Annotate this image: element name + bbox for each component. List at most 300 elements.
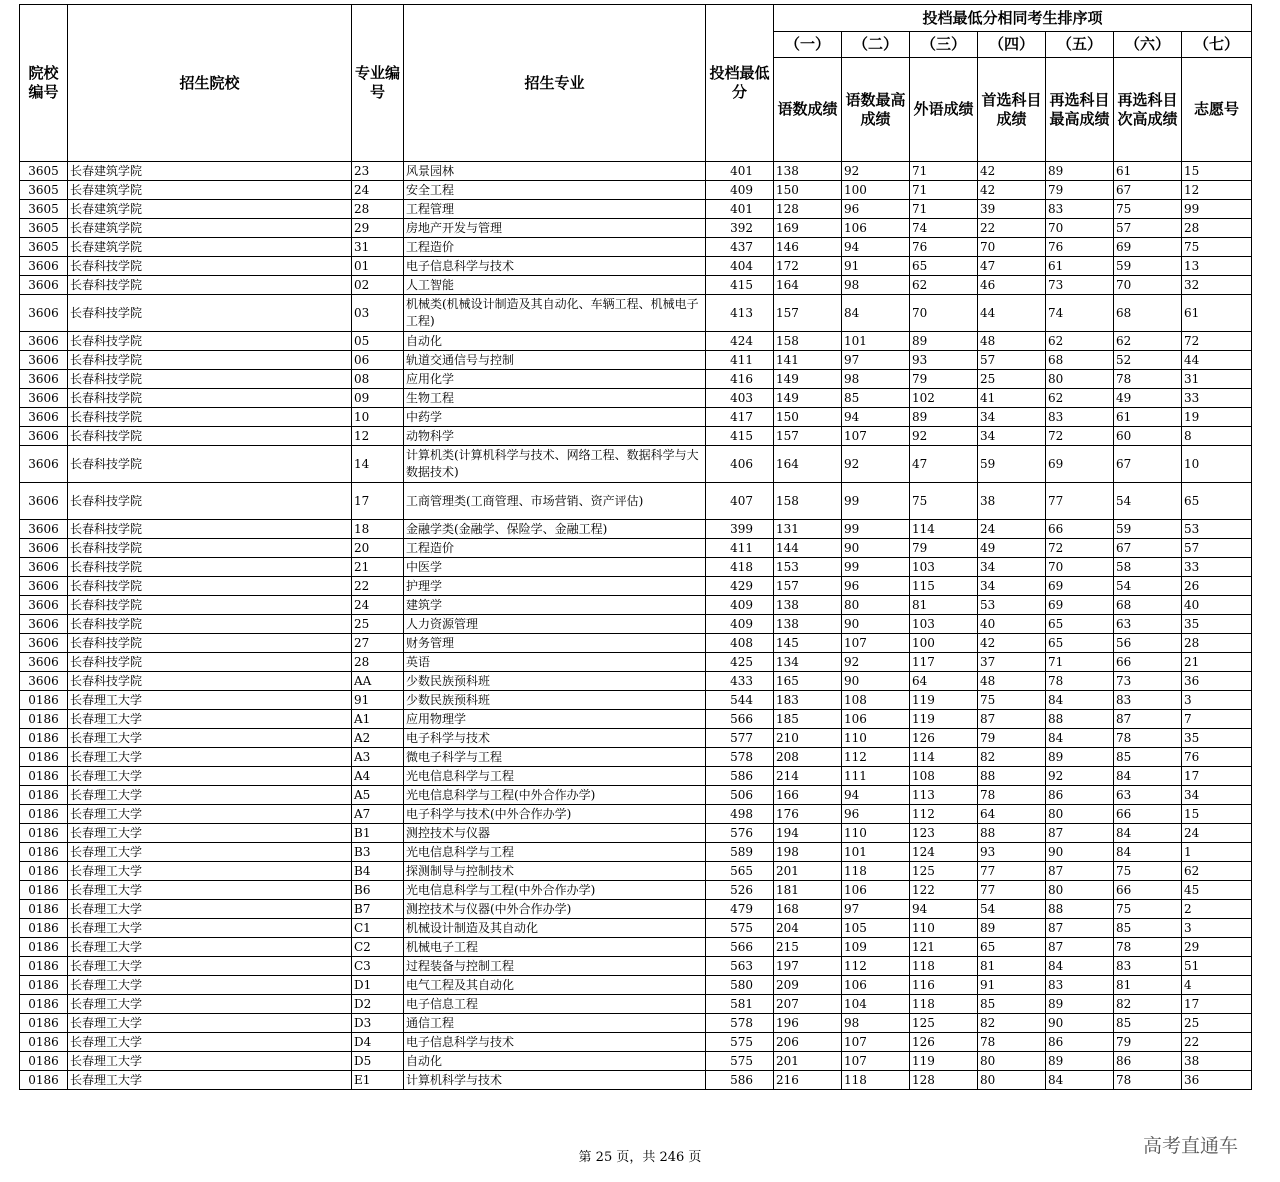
cell-tiebreak-5: 90 (1046, 1014, 1114, 1033)
cell-tiebreak-6: 52 (1114, 351, 1182, 370)
table-row (20, 520, 1252, 539)
cell-min-score: 566 (706, 938, 774, 957)
cell-tiebreak-1: 176 (774, 805, 842, 824)
cell-tiebreak-1: 150 (774, 408, 842, 427)
cell-tiebreak-5: 61 (1046, 257, 1114, 276)
cell-tiebreak-1: 185 (774, 710, 842, 729)
cell-major-code: C3 (352, 957, 404, 976)
cell-school-name: 长春科技学院 (68, 332, 352, 351)
cell-tiebreak-2: 94 (842, 786, 910, 805)
table-row (20, 995, 1252, 1014)
cell-major-name: 计算机科学与技术 (404, 1071, 706, 1090)
table-row (20, 295, 1252, 332)
cell-tiebreak-2: 90 (842, 539, 910, 558)
cell-min-score: 575 (706, 1052, 774, 1071)
cell-tiebreak-4: 37 (978, 653, 1046, 672)
cell-tiebreak-6: 69 (1114, 238, 1182, 257)
cell-tiebreak-7: 26 (1182, 577, 1252, 596)
cell-tiebreak-3: 123 (910, 824, 978, 843)
cell-major-code: C1 (352, 919, 404, 938)
cell-tiebreak-1: 157 (774, 577, 842, 596)
cell-tiebreak-5: 80 (1046, 370, 1114, 389)
cell-school-code: 0186 (20, 938, 68, 957)
cell-school-name: 长春理工大学 (68, 995, 352, 1014)
cell-min-score: 424 (706, 332, 774, 351)
cell-tiebreak-6: 85 (1114, 748, 1182, 767)
cell-tiebreak-4: 40 (978, 615, 1046, 634)
cell-tiebreak-2: 106 (842, 219, 910, 238)
cell-tiebreak-1: 131 (774, 520, 842, 539)
cell-tiebreak-7: 29 (1182, 938, 1252, 957)
cell-tiebreak-4: 77 (978, 881, 1046, 900)
cell-tiebreak-2: 107 (842, 1033, 910, 1052)
cell-major-code: D5 (352, 1052, 404, 1071)
cell-major-code: 01 (352, 257, 404, 276)
cell-major-name: 光电信息科学与工程 (404, 843, 706, 862)
cell-min-score: 506 (706, 786, 774, 805)
cell-tiebreak-4: 77 (978, 862, 1046, 881)
cell-tiebreak-1: 197 (774, 957, 842, 976)
cell-major-code: 23 (352, 162, 404, 181)
table-row (20, 938, 1252, 957)
table-row (20, 653, 1252, 672)
cell-school-name: 长春科技学院 (68, 596, 352, 615)
cell-tiebreak-6: 67 (1114, 539, 1182, 558)
cell-tiebreak-5: 78 (1046, 672, 1114, 691)
cell-tiebreak-5: 90 (1046, 843, 1114, 862)
cell-tiebreak-2: 105 (842, 919, 910, 938)
header-tiebreak-label: 语数成绩 (774, 58, 842, 162)
cell-tiebreak-7: 3 (1182, 919, 1252, 938)
table-row (20, 1014, 1252, 1033)
cell-tiebreak-1: 150 (774, 181, 842, 200)
header-tiebreak-label: 外语成绩 (910, 58, 978, 162)
cell-tiebreak-2: 94 (842, 238, 910, 257)
cell-tiebreak-7: 38 (1182, 1052, 1252, 1071)
table-row (20, 351, 1252, 370)
cell-tiebreak-4: 49 (978, 539, 1046, 558)
cell-school-code: 3606 (20, 257, 68, 276)
cell-tiebreak-7: 21 (1182, 653, 1252, 672)
cell-tiebreak-6: 54 (1114, 577, 1182, 596)
cell-tiebreak-6: 56 (1114, 634, 1182, 653)
cell-major-code: 29 (352, 219, 404, 238)
cell-min-score: 417 (706, 408, 774, 427)
cell-tiebreak-5: 68 (1046, 351, 1114, 370)
cell-tiebreak-4: 75 (978, 691, 1046, 710)
cell-school-code: 0186 (20, 1033, 68, 1052)
cell-school-code: 3606 (20, 596, 68, 615)
cell-major-name: 光电信息科学与工程(中外合作办学) (404, 881, 706, 900)
cell-tiebreak-1: 138 (774, 162, 842, 181)
cell-school-code: 3606 (20, 558, 68, 577)
cell-min-score: 586 (706, 1071, 774, 1090)
cell-tiebreak-2: 109 (842, 938, 910, 957)
cell-tiebreak-7: 10 (1182, 446, 1252, 483)
cell-tiebreak-4: 42 (978, 162, 1046, 181)
cell-min-score: 401 (706, 162, 774, 181)
cell-school-name: 长春理工大学 (68, 938, 352, 957)
cell-tiebreak-2: 98 (842, 276, 910, 295)
cell-tiebreak-1: 138 (774, 596, 842, 615)
table-row (20, 276, 1252, 295)
cell-tiebreak-7: 62 (1182, 862, 1252, 881)
cell-tiebreak-4: 44 (978, 295, 1046, 332)
cell-tiebreak-6: 67 (1114, 446, 1182, 483)
cell-tiebreak-7: 2 (1182, 900, 1252, 919)
cell-min-score: 407 (706, 483, 774, 520)
cell-school-code: 3606 (20, 577, 68, 596)
cell-tiebreak-6: 68 (1114, 596, 1182, 615)
cell-tiebreak-2: 97 (842, 351, 910, 370)
cell-tiebreak-4: 42 (978, 634, 1046, 653)
cell-min-score: 578 (706, 1014, 774, 1033)
cell-school-code: 3605 (20, 162, 68, 181)
cell-major-name: 通信工程 (404, 1014, 706, 1033)
table-row (20, 691, 1252, 710)
cell-tiebreak-1: 165 (774, 672, 842, 691)
cell-tiebreak-7: 28 (1182, 219, 1252, 238)
cell-tiebreak-3: 76 (910, 238, 978, 257)
cell-tiebreak-3: 71 (910, 181, 978, 200)
cell-tiebreak-5: 74 (1046, 295, 1114, 332)
cell-tiebreak-7: 24 (1182, 824, 1252, 843)
cell-tiebreak-1: 181 (774, 881, 842, 900)
table-row (20, 976, 1252, 995)
table-body (20, 162, 1252, 1090)
cell-major-name: 计算机类(计算机科学与技术、网络工程、数据科学与大数据技术) (404, 446, 706, 483)
cell-tiebreak-1: 216 (774, 1071, 842, 1090)
cell-min-score: 429 (706, 577, 774, 596)
cell-tiebreak-2: 96 (842, 805, 910, 824)
cell-school-code: 3606 (20, 295, 68, 332)
cell-tiebreak-5: 84 (1046, 691, 1114, 710)
cell-tiebreak-2: 118 (842, 1071, 910, 1090)
cell-tiebreak-4: 79 (978, 729, 1046, 748)
cell-tiebreak-1: 128 (774, 200, 842, 219)
cell-tiebreak-7: 32 (1182, 276, 1252, 295)
cell-major-name: 自动化 (404, 1052, 706, 1071)
header-tiebreak-label: 再选科目次高成绩 (1114, 58, 1182, 162)
cell-major-code: A7 (352, 805, 404, 824)
cell-tiebreak-3: 126 (910, 729, 978, 748)
cell-major-name: 测控技术与仪器(中外合作办学) (404, 900, 706, 919)
cell-tiebreak-5: 89 (1046, 995, 1114, 1014)
cell-tiebreak-6: 78 (1114, 1071, 1182, 1090)
cell-tiebreak-5: 72 (1046, 539, 1114, 558)
cell-tiebreak-3: 102 (910, 389, 978, 408)
cell-tiebreak-5: 69 (1046, 596, 1114, 615)
cell-school-name: 长春科技学院 (68, 653, 352, 672)
cell-tiebreak-3: 92 (910, 427, 978, 446)
cell-school-code: 3606 (20, 276, 68, 295)
cell-tiebreak-3: 122 (910, 881, 978, 900)
cell-tiebreak-2: 92 (842, 446, 910, 483)
cell-min-score: 411 (706, 539, 774, 558)
cell-min-score: 586 (706, 767, 774, 786)
cell-tiebreak-3: 65 (910, 257, 978, 276)
cell-tiebreak-6: 63 (1114, 615, 1182, 634)
cell-tiebreak-5: 71 (1046, 653, 1114, 672)
table-row (20, 767, 1252, 786)
cell-tiebreak-2: 101 (842, 843, 910, 862)
cell-tiebreak-3: 81 (910, 596, 978, 615)
table-row (20, 748, 1252, 767)
cell-major-code: D2 (352, 995, 404, 1014)
cell-major-name: 财务管理 (404, 634, 706, 653)
cell-school-name: 长春理工大学 (68, 957, 352, 976)
cell-tiebreak-5: 84 (1046, 729, 1114, 748)
cell-tiebreak-4: 65 (978, 938, 1046, 957)
cell-major-name: 英语 (404, 653, 706, 672)
cell-major-code: 22 (352, 577, 404, 596)
cell-tiebreak-2: 92 (842, 653, 910, 672)
cell-tiebreak-7: 7 (1182, 710, 1252, 729)
cell-tiebreak-5: 87 (1046, 862, 1114, 881)
cell-major-name: 中药学 (404, 408, 706, 427)
cell-major-code: 21 (352, 558, 404, 577)
cell-tiebreak-7: 25 (1182, 1014, 1252, 1033)
cell-tiebreak-2: 99 (842, 483, 910, 520)
cell-major-name: 风景园林 (404, 162, 706, 181)
cell-tiebreak-6: 66 (1114, 653, 1182, 672)
cell-school-name: 长春理工大学 (68, 691, 352, 710)
cell-min-score: 409 (706, 615, 774, 634)
cell-school-name: 长春建筑学院 (68, 181, 352, 200)
header-major-code: 专业编号 (352, 5, 404, 162)
cell-major-code: B3 (352, 843, 404, 862)
cell-school-code: 0186 (20, 748, 68, 767)
cell-tiebreak-2: 108 (842, 691, 910, 710)
cell-tiebreak-5: 73 (1046, 276, 1114, 295)
cell-school-code: 0186 (20, 824, 68, 843)
cell-tiebreak-2: 107 (842, 634, 910, 653)
cell-tiebreak-7: 65 (1182, 483, 1252, 520)
cell-school-name: 长春建筑学院 (68, 200, 352, 219)
cell-tiebreak-3: 100 (910, 634, 978, 653)
header-tiebreak-num: （六） (1114, 32, 1182, 58)
cell-school-code: 0186 (20, 976, 68, 995)
table-row (20, 539, 1252, 558)
cell-min-score: 580 (706, 976, 774, 995)
cell-tiebreak-6: 54 (1114, 483, 1182, 520)
cell-tiebreak-4: 25 (978, 370, 1046, 389)
cell-school-code: 0186 (20, 786, 68, 805)
cell-school-name: 长春科技学院 (68, 446, 352, 483)
cell-tiebreak-1: 158 (774, 332, 842, 351)
cell-major-code: B4 (352, 862, 404, 881)
cell-tiebreak-2: 99 (842, 520, 910, 539)
cell-school-code: 3606 (20, 520, 68, 539)
cell-tiebreak-4: 46 (978, 276, 1046, 295)
cell-tiebreak-1: 157 (774, 427, 842, 446)
cell-school-name: 长春理工大学 (68, 1014, 352, 1033)
cell-min-score: 576 (706, 824, 774, 843)
cell-tiebreak-7: 53 (1182, 520, 1252, 539)
cell-tiebreak-4: 34 (978, 427, 1046, 446)
cell-tiebreak-7: 19 (1182, 408, 1252, 427)
cell-tiebreak-5: 79 (1046, 181, 1114, 200)
cell-tiebreak-4: 34 (978, 408, 1046, 427)
table-row (20, 881, 1252, 900)
cell-school-code: 0186 (20, 881, 68, 900)
table-row (20, 577, 1252, 596)
cell-tiebreak-1: 210 (774, 729, 842, 748)
cell-min-score: 575 (706, 1033, 774, 1052)
cell-major-name: 生物工程 (404, 389, 706, 408)
cell-tiebreak-3: 110 (910, 919, 978, 938)
cell-tiebreak-2: 112 (842, 748, 910, 767)
cell-school-name: 长春建筑学院 (68, 219, 352, 238)
cell-min-score: 433 (706, 672, 774, 691)
cell-school-name: 长春理工大学 (68, 843, 352, 862)
table-row (20, 615, 1252, 634)
table-row (20, 919, 1252, 938)
cell-tiebreak-3: 79 (910, 539, 978, 558)
cell-school-name: 长春理工大学 (68, 1033, 352, 1052)
cell-min-score: 416 (706, 370, 774, 389)
cell-major-name: 工程造价 (404, 238, 706, 257)
cell-tiebreak-4: 41 (978, 389, 1046, 408)
cell-min-score: 403 (706, 389, 774, 408)
cell-min-score: 409 (706, 596, 774, 615)
table-row (20, 729, 1252, 748)
cell-major-code: AA (352, 672, 404, 691)
cell-tiebreak-2: 99 (842, 558, 910, 577)
cell-min-score: 409 (706, 181, 774, 200)
cell-school-code: 0186 (20, 919, 68, 938)
cell-min-score: 406 (706, 446, 774, 483)
table-row (20, 370, 1252, 389)
table-row (20, 332, 1252, 351)
cell-tiebreak-1: 208 (774, 748, 842, 767)
table-header (20, 5, 1252, 162)
table-row (20, 427, 1252, 446)
cell-tiebreak-6: 60 (1114, 427, 1182, 446)
cell-tiebreak-3: 118 (910, 995, 978, 1014)
cell-tiebreak-6: 84 (1114, 767, 1182, 786)
cell-tiebreak-4: 38 (978, 483, 1046, 520)
cell-tiebreak-5: 65 (1046, 634, 1114, 653)
header-tiebreak-num: （五） (1046, 32, 1114, 58)
cell-tiebreak-6: 75 (1114, 200, 1182, 219)
cell-min-score: 415 (706, 427, 774, 446)
cell-tiebreak-2: 91 (842, 257, 910, 276)
cell-major-code: 08 (352, 370, 404, 389)
cell-school-name: 长春建筑学院 (68, 162, 352, 181)
cell-tiebreak-5: 72 (1046, 427, 1114, 446)
cell-school-code: 0186 (20, 691, 68, 710)
cell-min-score: 526 (706, 881, 774, 900)
cell-tiebreak-3: 94 (910, 900, 978, 919)
cell-tiebreak-7: 36 (1182, 1071, 1252, 1090)
cell-tiebreak-7: 35 (1182, 615, 1252, 634)
cell-major-name: 应用物理学 (404, 710, 706, 729)
cell-tiebreak-6: 75 (1114, 862, 1182, 881)
cell-major-name: 光电信息科学与工程(中外合作办学) (404, 786, 706, 805)
cell-school-code: 0186 (20, 1071, 68, 1090)
header-tiebreak-label: 再选科目最高成绩 (1046, 58, 1114, 162)
cell-tiebreak-1: 164 (774, 276, 842, 295)
cell-tiebreak-5: 89 (1046, 162, 1114, 181)
cell-tiebreak-2: 101 (842, 332, 910, 351)
cell-tiebreak-5: 62 (1046, 389, 1114, 408)
cell-tiebreak-3: 116 (910, 976, 978, 995)
cell-school-code: 0186 (20, 710, 68, 729)
header-tiebreak-title: 投档最低分相同考生排序项 (774, 5, 1252, 32)
cell-major-name: 人工智能 (404, 276, 706, 295)
cell-tiebreak-5: 83 (1046, 200, 1114, 219)
cell-tiebreak-5: 92 (1046, 767, 1114, 786)
cell-tiebreak-7: 13 (1182, 257, 1252, 276)
cell-tiebreak-6: 78 (1114, 938, 1182, 957)
cell-school-code: 0186 (20, 862, 68, 881)
cell-tiebreak-3: 113 (910, 786, 978, 805)
cell-school-name: 长春科技学院 (68, 370, 352, 389)
cell-tiebreak-3: 119 (910, 1052, 978, 1071)
cell-school-name: 长春理工大学 (68, 824, 352, 843)
cell-major-code: 28 (352, 200, 404, 219)
cell-tiebreak-6: 68 (1114, 295, 1182, 332)
cell-tiebreak-4: 59 (978, 446, 1046, 483)
cell-major-code: B1 (352, 824, 404, 843)
table-row (20, 805, 1252, 824)
header-tiebreak-num: （三） (910, 32, 978, 58)
cell-tiebreak-3: 93 (910, 351, 978, 370)
cell-tiebreak-1: 166 (774, 786, 842, 805)
cell-major-code: 17 (352, 483, 404, 520)
cell-tiebreak-2: 107 (842, 1052, 910, 1071)
cell-tiebreak-1: 198 (774, 843, 842, 862)
cell-tiebreak-3: 79 (910, 370, 978, 389)
cell-school-code: 3606 (20, 408, 68, 427)
cell-tiebreak-1: 209 (774, 976, 842, 995)
cell-tiebreak-1: 141 (774, 351, 842, 370)
watermark-text: 高考直通车 (1143, 1135, 1239, 1157)
page-number: 第 25 页，共 246 页 (578, 1150, 702, 1165)
table-row (20, 181, 1252, 200)
cell-tiebreak-6: 86 (1114, 1052, 1182, 1071)
cell-tiebreak-7: 40 (1182, 596, 1252, 615)
cell-tiebreak-2: 104 (842, 995, 910, 1014)
cell-tiebreak-6: 66 (1114, 805, 1182, 824)
cell-tiebreak-7: 61 (1182, 295, 1252, 332)
cell-tiebreak-2: 98 (842, 370, 910, 389)
cell-tiebreak-1: 204 (774, 919, 842, 938)
cell-tiebreak-3: 115 (910, 577, 978, 596)
cell-major-name: 中医学 (404, 558, 706, 577)
cell-major-name: 安全工程 (404, 181, 706, 200)
cell-major-name: 电子信息科学与技术 (404, 257, 706, 276)
cell-tiebreak-3: 114 (910, 520, 978, 539)
cell-tiebreak-4: 48 (978, 332, 1046, 351)
cell-major-name: 人力资源管理 (404, 615, 706, 634)
cell-major-code: 31 (352, 238, 404, 257)
cell-tiebreak-4: 34 (978, 577, 1046, 596)
cell-tiebreak-1: 145 (774, 634, 842, 653)
cell-school-code: 3605 (20, 219, 68, 238)
cell-school-code: 3606 (20, 389, 68, 408)
cell-school-name: 长春理工大学 (68, 862, 352, 881)
cell-tiebreak-1: 144 (774, 539, 842, 558)
cell-tiebreak-5: 89 (1046, 748, 1114, 767)
cell-tiebreak-1: 149 (774, 370, 842, 389)
cell-tiebreak-1: 169 (774, 219, 842, 238)
cell-min-score: 425 (706, 653, 774, 672)
cell-tiebreak-6: 79 (1114, 1033, 1182, 1052)
cell-school-name: 长春科技学院 (68, 276, 352, 295)
cell-tiebreak-2: 106 (842, 881, 910, 900)
